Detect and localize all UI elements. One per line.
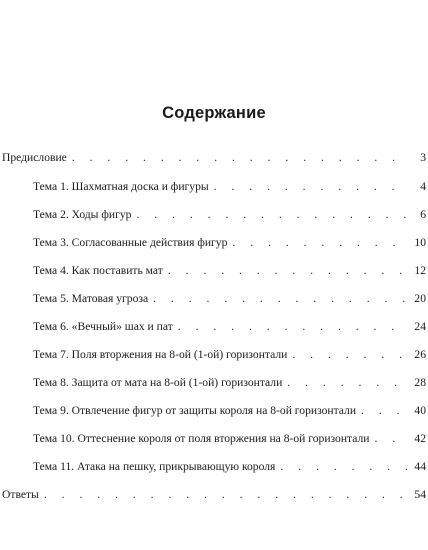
toc-entry-answers[interactable] [2,488,426,502]
toc-entry-label: Тема 2. Ходы фигур [33,208,132,221]
toc-entry-page: 10 [414,236,426,249]
toc-leader-dots [232,236,410,250]
toc-entry-topic-4[interactable] [33,264,426,278]
toc-entry-label: Тема 10. Оттеснение короля от поля вторжения на 8-ой горизонтали [33,432,370,445]
toc-entry-page: 28 [414,376,426,389]
toc-entry-page: 54 [414,488,426,501]
toc-entry-label: Тема 1. Шахматная доска и фигуры [33,180,209,193]
toc-leader-dots [280,460,410,474]
toc-leader-dots [178,320,410,334]
toc-entry-topic-7[interactable] [33,348,426,362]
toc-entry-label: Тема 8. Защита от мата на 8-ой (1-ой) горизонтали [33,376,283,389]
toc-entry-page: 4 [420,180,426,193]
toc-entry-label: Тема 4. Как поставить мат [33,264,163,277]
toc-entry-page: 24 [414,320,426,333]
toc-entry-topic-10[interactable] [33,432,426,446]
toc-leader-dots [287,376,410,390]
toc-entry-topic-6[interactable] [33,320,426,334]
toc-entry-topic-9[interactable] [33,404,426,418]
toc-leader-dots [72,151,410,165]
toc-entry-topic-1[interactable] [33,180,426,194]
toc-leader-dots [153,292,410,306]
toc-entry-topic-11[interactable] [33,460,426,474]
toc-entry-page: 26 [414,348,426,361]
toc-entry-label: Тема 6. «Вечный» шах и пат [33,320,173,333]
toc-entry-topic-8[interactable] [33,376,426,390]
toc-leader-dots [361,404,410,418]
toc-entry-topic-2[interactable] [33,208,426,222]
toc-entry-page: 42 [414,432,426,445]
toc-leader-dots [214,180,410,194]
page-title: Содержание [162,104,266,122]
toc-entry-topic-5[interactable] [33,292,426,306]
toc-leader-dots [168,264,410,278]
toc-entry-label: Тема 5. Матовая угроза [33,292,149,305]
toc-leader-dots [375,432,410,446]
toc-entry-label: Предисловие [2,151,67,164]
toc-entry-label: Тема 7. Поля вторжения на 8-ой (1-ой) горизонтали [33,348,288,361]
toc-entry-preface[interactable] [2,151,426,165]
toc-leader-dots [292,348,410,362]
toc-entry-label: Тема 11. Атака на пешку, прикрывающую короля [33,460,276,473]
toc-entry-page: 20 [414,292,426,305]
toc-entry-page: 3 [420,151,426,164]
toc-entry-topic-3[interactable] [33,236,426,250]
toc-entry-label: Тема 3. Согласованные действия фигур [33,236,228,249]
toc-entry-page: 12 [414,264,426,277]
toc-entry-label: Ответы [2,488,39,501]
toc-leader-dots [44,488,410,502]
toc-entry-page: 40 [414,404,426,417]
toc-entry-page: 6 [420,208,426,221]
toc-entry-label: Тема 9. Отвлечение фигур от защиты короля на 8-ой горизонтали [33,404,357,417]
toc-entry-page: 44 [414,460,426,473]
toc-leader-dots [136,208,410,222]
